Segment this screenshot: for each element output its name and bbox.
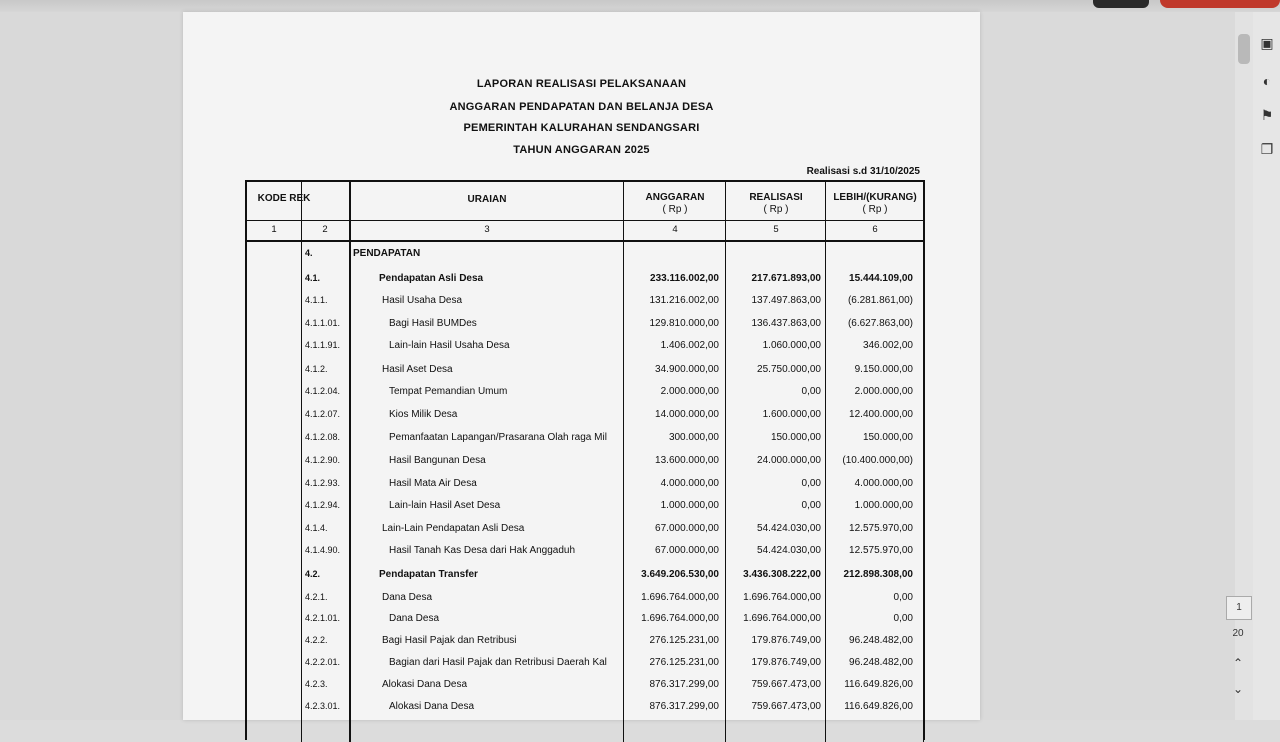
row-realisasi: 137.497.863,00	[751, 295, 821, 306]
row-code: 4.2.2.01.	[305, 657, 341, 667]
row-lebih-kurang: 346.002,00	[862, 340, 913, 351]
page-number-input[interactable]: 1	[1226, 596, 1252, 620]
row-code: 4.1.4.90.	[305, 545, 341, 555]
row-uraian: Hasil Tanah Kas Desa dari Hak Anggaduh	[389, 545, 576, 556]
row-code: 4.2.1.01.	[305, 613, 341, 623]
row-lebih-kurang: 4.000.000,00	[854, 478, 913, 489]
toolbar-button-dark[interactable]	[1093, 0, 1149, 8]
row-code: 4.1.4.	[305, 523, 328, 533]
row-realisasi: 54.424.030,00	[757, 523, 821, 534]
row-realisasi: 179.876.749,00	[751, 635, 821, 646]
row-uraian: Pendapatan Transfer	[379, 569, 478, 580]
row-code: 4.1.	[305, 273, 321, 283]
col-number-2: 2	[322, 224, 328, 235]
row-uraian: Lain-lain Hasil Usaha Desa	[389, 340, 510, 351]
scrollbar-thumb[interactable]	[1238, 34, 1250, 64]
row-code: 4.1.1.91.	[305, 340, 341, 350]
row-code: 4.2.3.01.	[305, 701, 341, 711]
col-number-5: 5	[773, 224, 779, 235]
table-row	[247, 455, 923, 477]
budget-table	[245, 180, 925, 740]
row-code: 4.1.2.08.	[305, 432, 341, 442]
table-row	[247, 657, 923, 679]
header-divider	[247, 220, 923, 221]
table-row	[247, 523, 923, 545]
row-lebih-kurang: 2.000.000,00	[854, 386, 913, 397]
header-divider	[247, 240, 923, 242]
row-realisasi: 0,00	[801, 386, 821, 397]
report-title-line-3: PEMERINTAH KALURAHAN SENDANGSARI	[463, 122, 700, 134]
table-row	[247, 679, 923, 701]
row-anggaran: 2.000.000,00	[660, 386, 719, 397]
table-row	[247, 478, 923, 500]
row-anggaran: 13.600.000,00	[655, 455, 719, 466]
col-number-3: 3	[484, 224, 490, 235]
row-code: 4.1.2.93.	[305, 478, 341, 488]
row-realisasi: 1.060.000,00	[762, 340, 821, 351]
table-row	[247, 386, 923, 408]
toolbar-button-red[interactable]	[1160, 0, 1280, 8]
table-row	[247, 432, 923, 454]
row-code: 4.1.2.	[305, 364, 328, 374]
table-row	[247, 273, 923, 295]
row-code: 4.2.2.	[305, 635, 328, 645]
row-anggaran: 1.696.764.000,00	[641, 592, 719, 603]
row-anggaran: 276.125.231,00	[649, 657, 719, 668]
row-uraian: Hasil Bangunan Desa	[389, 455, 486, 466]
row-realisasi: 25.750.000,00	[757, 364, 821, 375]
row-uraian: Bagi Hasil Pajak dan Retribusi	[382, 635, 517, 646]
row-realisasi: 136.437.863,00	[751, 318, 821, 329]
row-anggaran: 4.000.000,00	[660, 478, 719, 489]
row-uraian: Pendapatan Asli Desa	[379, 273, 484, 284]
row-uraian: Hasil Usaha Desa	[382, 295, 463, 306]
row-realisasi: 1.696.764.000,00	[743, 592, 821, 603]
row-lebih-kurang: 116.649.826,00	[844, 701, 913, 712]
row-realisasi: 1.600.000,00	[762, 409, 821, 420]
row-lebih-kurang: (6.281.861,00)	[847, 295, 913, 306]
document-page	[183, 12, 980, 720]
row-realisasi: 0,00	[801, 478, 821, 489]
row-anggaran: 233.116.002,00	[650, 273, 719, 284]
row-realisasi: 54.424.030,00	[757, 545, 821, 556]
row-code: 4.1.2.90.	[305, 455, 341, 465]
row-code: 4.1.1.	[305, 295, 328, 305]
table-row	[247, 500, 923, 522]
row-code: 4.1.2.04.	[305, 386, 341, 396]
report-title-line-4: TAHUN ANGGARAN 2025	[513, 144, 650, 156]
col-number-6: 6	[872, 224, 878, 235]
page-total: 20	[1232, 628, 1244, 639]
row-lebih-kurang: 12.575.970,00	[849, 523, 913, 534]
browser-top-bar	[0, 0, 1280, 12]
row-code: 4.1.2.94.	[305, 500, 341, 510]
row-anggaran: 1.406.002,00	[660, 340, 719, 351]
row-anggaran: 876.317.299,00	[649, 701, 719, 712]
row-lebih-kurang: 150.000,00	[862, 432, 913, 443]
row-uraian: PENDAPATAN	[353, 248, 421, 259]
row-lebih-kurang: 96.248.482,00	[849, 657, 913, 668]
edge-icon[interactable]: ◐	[1262, 73, 1272, 89]
row-realisasi: 24.000.000,00	[757, 455, 821, 466]
header-realisasi: REALISASI	[749, 192, 803, 203]
viewer-right-margin	[980, 12, 1235, 720]
viewer-left-margin	[0, 12, 183, 720]
row-anggaran: 67.000.000,00	[655, 545, 719, 556]
row-anggaran: 34.900.000,00	[655, 364, 719, 375]
row-uraian: Alokasi Dana Desa	[382, 679, 468, 690]
copy-icon[interactable]: ❐	[1260, 141, 1274, 157]
table-row	[247, 364, 923, 386]
row-anggaran: 876.317.299,00	[649, 679, 719, 690]
row-lebih-kurang: 12.575.970,00	[849, 545, 913, 556]
header-kode-rek: KODE REK	[257, 193, 311, 204]
table-row	[247, 592, 923, 614]
table-row	[247, 613, 923, 635]
row-realisasi: 3.436.308.222,00	[743, 569, 821, 580]
row-realisasi: 217.671.893,00	[751, 273, 821, 284]
row-uraian: Alokasi Dana Desa	[389, 701, 475, 712]
row-code: 4.1.2.07.	[305, 409, 341, 419]
row-anggaran: 1.000.000,00	[660, 500, 719, 511]
row-realisasi: 0,00	[801, 500, 821, 511]
row-uraian: Bagian dari Hasil Pajak dan Retribusi Daerah Kal	[389, 657, 607, 668]
report-title-line-2: ANGGARAN PENDAPATAN DAN BELANJA DESA	[449, 101, 714, 113]
row-uraian: Bagi Hasil BUMDes	[389, 318, 477, 329]
table-row	[247, 295, 923, 317]
row-uraian: Hasil Aset Desa	[382, 364, 453, 375]
row-code: 4.2.1.	[305, 592, 328, 602]
row-uraian: Dana Desa	[382, 592, 433, 603]
report-title-line-1: LAPORAN REALISASI PELAKSANAAN	[476, 78, 687, 90]
row-anggaran: 300.000,00	[668, 432, 719, 443]
header-anggaran: ANGGARAN	[645, 192, 705, 203]
row-code: 4.2.	[305, 569, 321, 579]
row-lebih-kurang: 0,00	[893, 613, 913, 624]
header-lebih-kurang: LEBIH/(KURANG)	[833, 192, 917, 203]
row-anggaran: 276.125.231,00	[649, 635, 719, 646]
row-lebih-kurang: 212.898.308,00	[843, 569, 913, 580]
col-divider	[923, 182, 924, 742]
row-lebih-kurang: 9.150.000,00	[854, 364, 913, 375]
row-uraian: Lain-Lain Pendapatan Asli Desa	[382, 523, 525, 534]
row-lebih-kurang: 116.649.826,00	[844, 679, 913, 690]
row-lebih-kurang: 96.248.482,00	[849, 635, 913, 646]
header-realisasi-unit: ( Rp )	[763, 204, 789, 215]
row-anggaran: 67.000.000,00	[655, 523, 719, 534]
row-uraian: Tempat Pemandian Umum	[389, 386, 508, 397]
row-lebih-kurang: 1.000.000,00	[854, 500, 913, 511]
row-anggaran: 1.696.764.000,00	[641, 613, 719, 624]
row-realisasi: 150.000,00	[770, 432, 821, 443]
row-anggaran: 131.216.002,00	[649, 295, 719, 306]
row-lebih-kurang: 0,00	[893, 592, 913, 603]
row-uraian: Hasil Mata Air Desa	[389, 478, 477, 489]
table-row	[247, 635, 923, 657]
header-lebih-unit: ( Rp )	[862, 204, 888, 215]
table-row	[247, 569, 923, 591]
col-number-1: 1	[271, 224, 277, 235]
row-realisasi: 759.667.473,00	[751, 701, 821, 712]
row-code: 4.2.3.	[305, 679, 328, 689]
header-uraian: URAIAN	[467, 194, 507, 205]
page-down-icon[interactable]: ⌄	[1232, 682, 1244, 696]
table-row	[247, 409, 923, 431]
header-anggaran-unit: ( Rp )	[662, 204, 688, 215]
bookmark-icon[interactable]: ⚑	[1260, 107, 1274, 123]
table-row	[247, 340, 923, 362]
row-lebih-kurang: 15.444.109,00	[849, 273, 913, 284]
row-code: 4.	[305, 248, 313, 258]
row-uraian: Pemanfaatan Lapangan/Prasarana Olah raga Mil	[389, 432, 607, 443]
row-realisasi: 179.876.749,00	[751, 657, 821, 668]
row-realisasi: 759.667.473,00	[751, 679, 821, 690]
row-uraian: Dana Desa	[389, 613, 440, 624]
row-lebih-kurang: 12.400.000,00	[849, 409, 913, 420]
row-anggaran: 3.649.206.530,00	[641, 569, 719, 580]
row-realisasi: 1.696.764.000,00	[743, 613, 821, 624]
page-up-icon[interactable]: ⌃	[1232, 656, 1244, 670]
sidebar-toggle-icon[interactable]: ▣	[1260, 35, 1274, 51]
table-row	[247, 545, 923, 567]
table-row	[247, 248, 923, 270]
row-uraian: Kios Milik Desa	[389, 409, 458, 420]
col-number-4: 4	[672, 224, 678, 235]
row-lebih-kurang: (10.400.000,00)	[842, 455, 913, 466]
row-lebih-kurang: (6.627.863,00)	[847, 318, 913, 329]
row-code: 4.1.1.01.	[305, 318, 341, 328]
realisasi-date: Realisasi s.d 31/10/2025	[806, 166, 920, 177]
row-uraian: Lain-lain Hasil Aset Desa	[389, 500, 501, 511]
row-anggaran: 14.000.000,00	[655, 409, 719, 420]
table-row	[247, 318, 923, 340]
row-anggaran: 129.810.000,00	[649, 318, 719, 329]
